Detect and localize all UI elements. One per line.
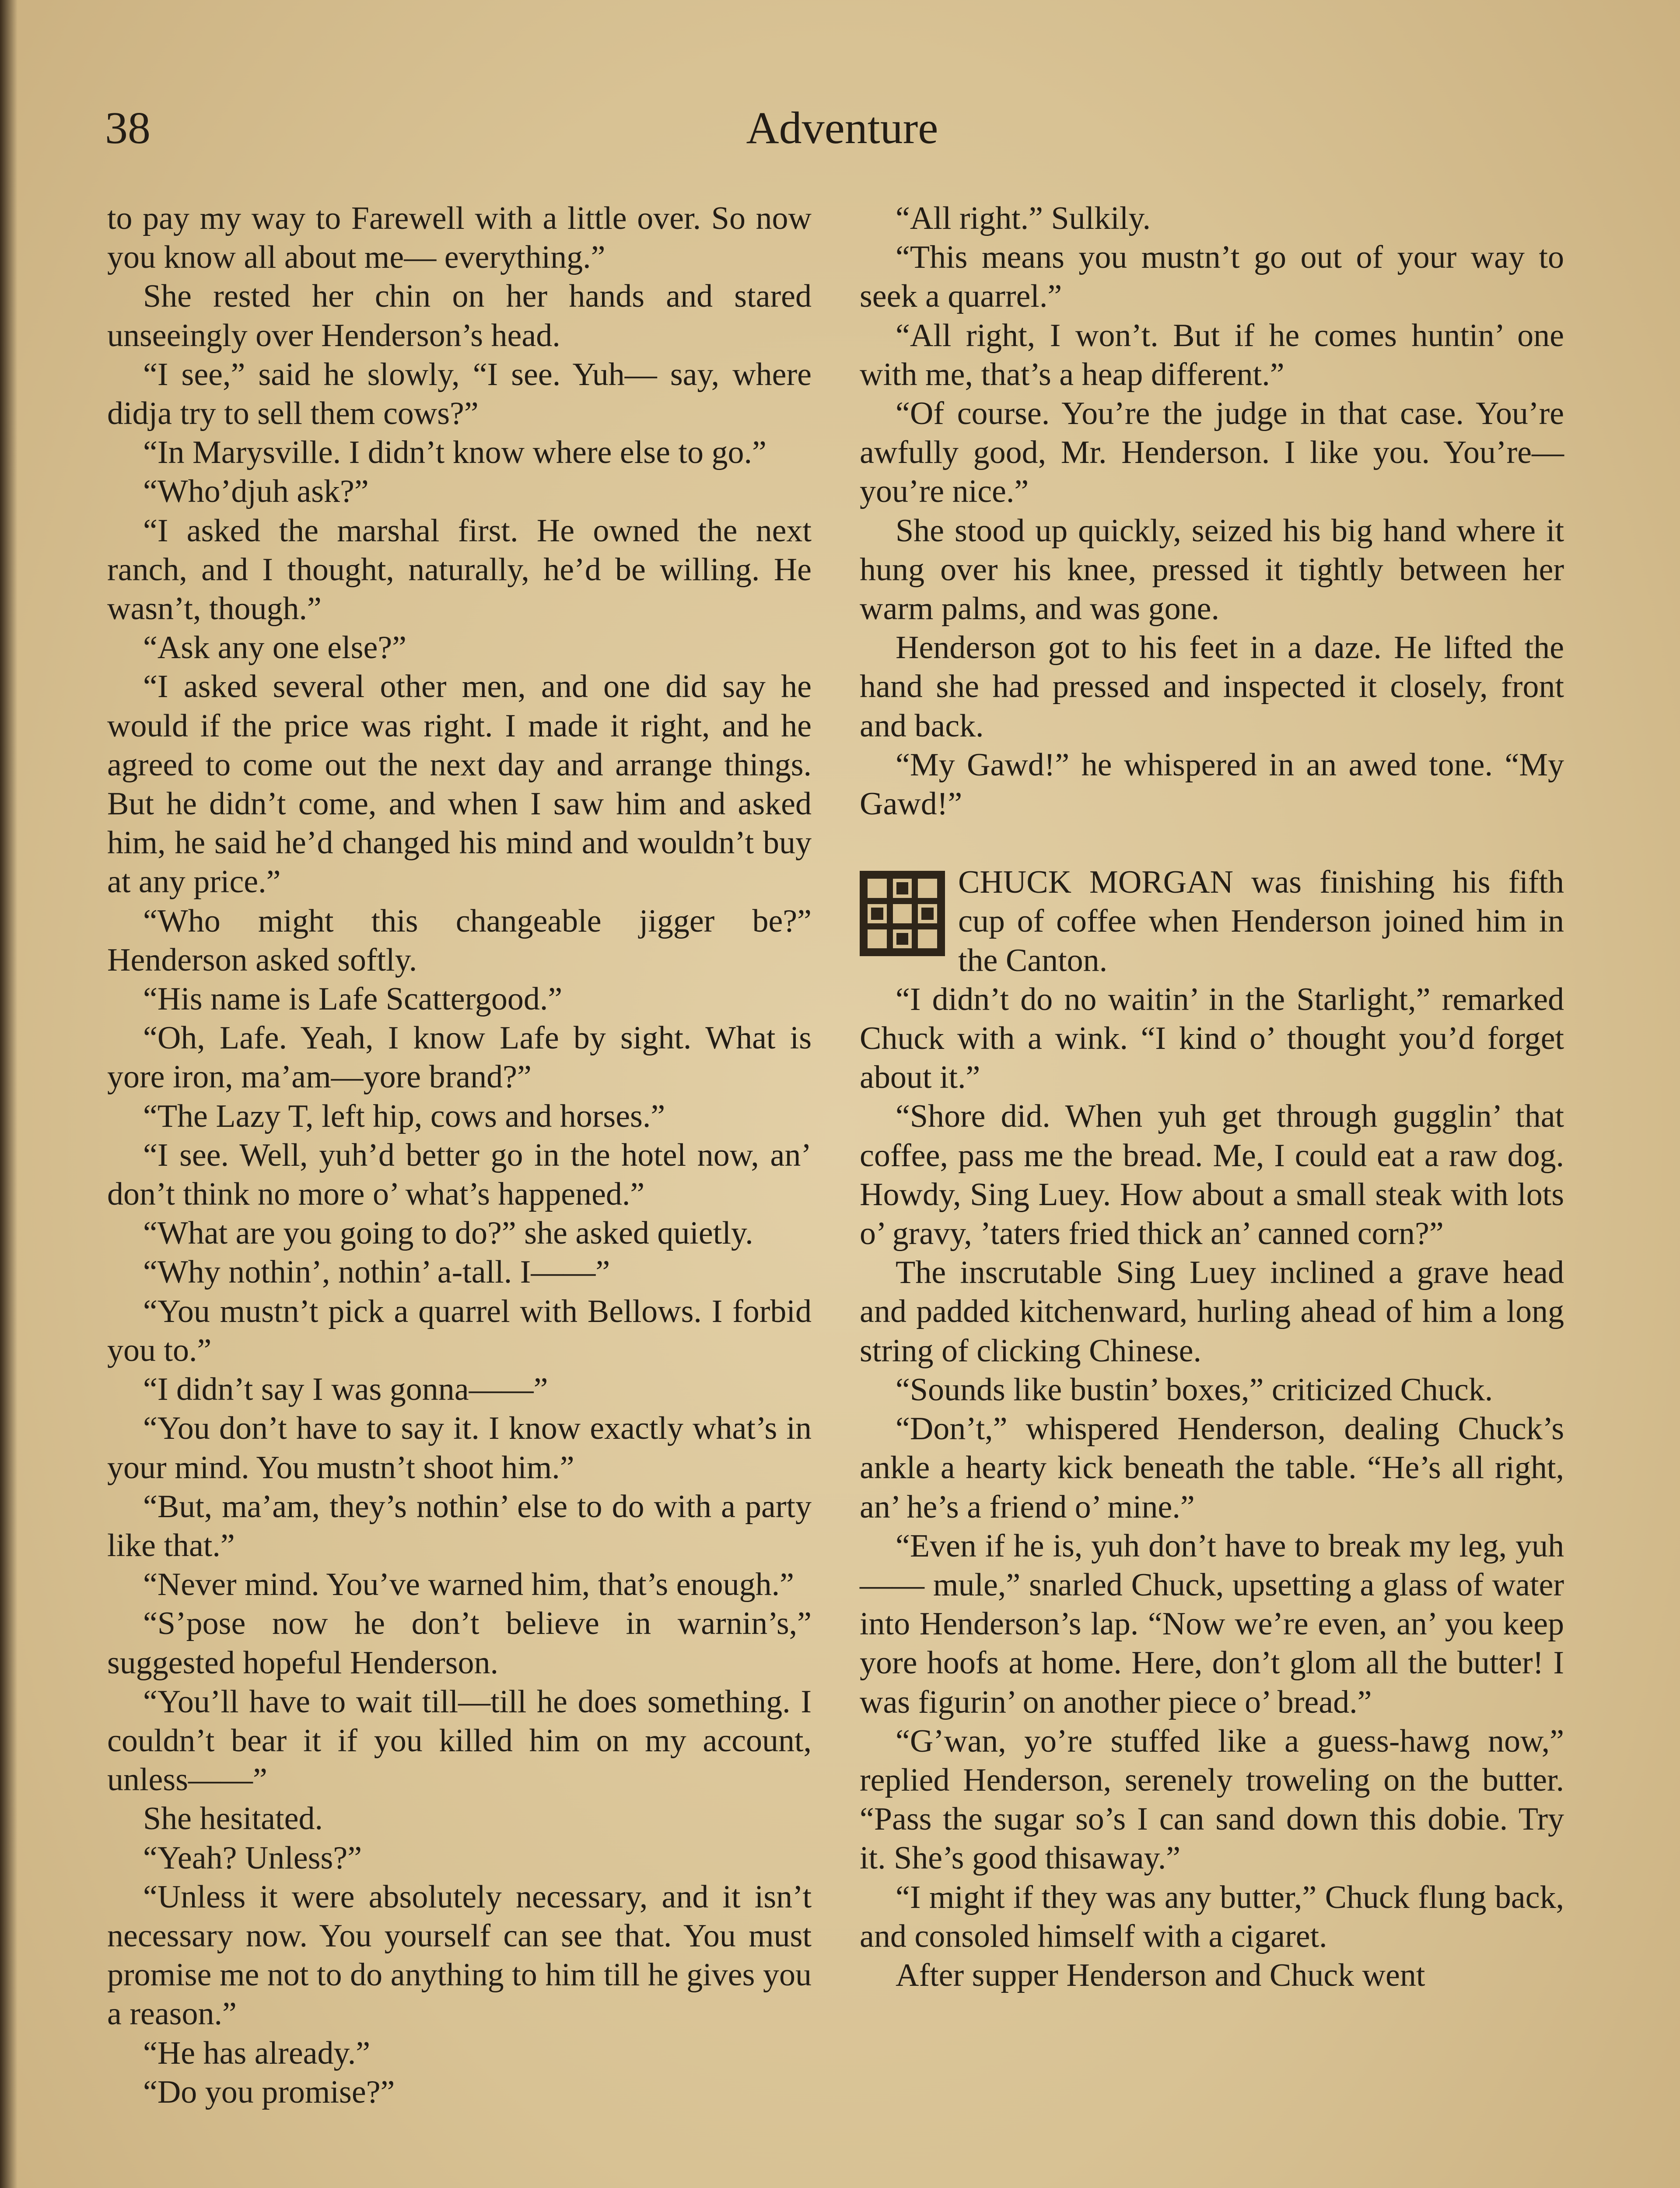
paragraph: “I asked the marshal first. He owned the next ranch, and I thought, naturally, he’d be willing. He wasn’t, though.” — [107, 512, 812, 627]
left-column — [107, 199, 812, 2112]
paragraph: “But, ma’am, they’s nothin’ else to do with a party like that.” — [107, 1488, 812, 1564]
right-column — [860, 199, 1564, 1995]
paragraph: “Yeah? Unless?” — [143, 1840, 362, 1876]
section-opening-text: CHUCK MORGAN was finishing his fifth cup of coffee when Henderson joined him in the Canton. — [958, 864, 1564, 978]
paragraph: “Ask any one else?” — [143, 630, 407, 666]
paragraph: “Unless it were absolutely necessary, and it isn’t necessary now. You yourself can see that. You must promise me not to do anything to him till he gives you a reason.” — [107, 1879, 812, 2032]
paragraph: “You don’t have to say it. I know exactly what’s in your mind. You mustn’t shoot him.” — [107, 1410, 812, 1486]
paragraph: “You’ll have to wait till—till he does something. I couldn’t bear it if you killed him on my account, unless——” — [107, 1683, 812, 1798]
paragraph: “Who’djuh ask?” — [143, 473, 369, 510]
paragraph: “Even if he is, yuh don’t have to break my leg, yuh —— mule,” snarled Chuck, upsetting a glass of water into Henderson’s lap. “Now we’re even, an’ you keep yore hoofs at home. Here, don’t glom all the butter! I was figurin’ on another piece o’ bread.” — [860, 1528, 1564, 1720]
paragraph: “In Marysville. I didn’t know where else to go.” — [143, 435, 766, 471]
paragraph: “All right, I won’t. But if he comes huntin’ one with me, that’s a heap different.” — [860, 317, 1564, 393]
paragraph: She stood up quickly, seized his big hand where it hung over his knee, pressed it tightly between her warm palms, and was gone. — [860, 512, 1564, 627]
paragraph: to pay my way to Farewell with a little over. So now you know all about me— everything.” — [107, 200, 812, 276]
paragraph: “S’pose now he don’t believe in warnin’s,” suggested hopeful Henderson. — [107, 1606, 812, 1681]
paragraph: “Never mind. You’ve warned him, that’s enough.” — [143, 1567, 794, 1603]
paragraph: “What are you going to do?” she asked quietly. — [143, 1215, 753, 1252]
paragraph: “Oh, Lafe. Yeah, I know Lafe by sight. What is yore iron, ma’am—yore brand?” — [107, 1020, 812, 1095]
paragraph: The inscrutable Sing Luey inclined a grave head and padded kitchenward, hurling ahead of him a long string of clicking Chinese. — [860, 1255, 1564, 1369]
paragraph: “He has already.” — [143, 2035, 371, 2071]
ornamental-initial-icon — [860, 871, 945, 956]
page-edge-shadow — [0, 0, 18, 2188]
paragraph: “Of course. You’re the judge in that case. You’re awfully good, Mr. Henderson. I like you. You’re—you’re nice.” — [860, 396, 1564, 510]
paragraph: “All right.” Sulkily. — [896, 200, 1151, 236]
paragraph: “I didn’t say I was gonna——” — [143, 1371, 548, 1408]
paragraph: “His name is Lafe Scattergood.” — [143, 981, 563, 1017]
paragraph: “The Lazy T, left hip, cows and horses.” — [143, 1098, 665, 1134]
paragraph: She rested her chin on her hands and stared unseeingly over Henderson’s head. — [107, 278, 812, 354]
paragraph: “I see. Well, yuh’d better go in the hotel now, an’ don’t think no more o’ what’s happened.” — [107, 1137, 812, 1213]
paragraph: “Who might this changeable jigger be?” Henderson asked softly. — [107, 903, 812, 978]
paragraph: “Shore did. When yuh get through gugglin’ that coffee, pass me the bread. Me, I could eat a raw dog. Howdy, Sing Luey. How about a small steak with lots o’ gravy, ’taters fried thick an’ canned corn?” — [860, 1098, 1564, 1252]
page-number: 38 — [105, 103, 150, 153]
paragraph: “You mustn’t pick a quarrel with Bellows. I forbid you to.” — [107, 1293, 812, 1368]
paragraph: “G’wan, yo’re stuffed like a guess-hawg now,” replied Henderson, serenely troweling on the butter. “Pass the sugar so’s I can sand down this dobie. Try it. She’s good thisaway.” — [860, 1723, 1564, 1876]
paragraph: “I didn’t do no waitin’ in the Starlight,” remarked Chuck with a wink. “I kind o’ thought you’d forget about it.” — [860, 981, 1564, 1096]
paragraph: “I might if they was any butter,” Chuck flung back, and consoled himself with a cigaret. — [860, 1879, 1564, 1954]
paragraph: “I asked several other men, and one did say he would if the price was right. I made it right, and he agreed to come out the next day and arrange things. But he didn’t come, and when I saw him and asked him, he said he’d changed his mind and wouldn’t buy at any price.” — [107, 669, 812, 900]
paragraph: She hesitated. — [143, 1801, 323, 1837]
paragraph: “I see,” said he slowly, “I see. Yuh— say, where didja try to sell them cows?” — [107, 356, 812, 432]
paragraph: “Why nothin’, nothin’ a-tall. I——” — [143, 1254, 610, 1290]
paragraph: “Do you promise?” — [143, 2074, 395, 2110]
page-header — [105, 100, 1579, 157]
paragraph: “Don’t,” whispered Henderson, dealing Chuck’s ankle a hearty kick beneath the table. “He’s all right, an’ he’s a friend o’ mine.” — [860, 1411, 1564, 1525]
paragraph: “My Gawd!” he whispered in an awed tone. “My Gawd!” — [860, 747, 1564, 822]
paragraph: “This means you mustn’t go out of your way to seek a quarrel.” — [860, 239, 1564, 315]
paragraph: Henderson got to his feet in a daze. He lifted the hand she had pressed and inspected it closely, front and back. — [860, 630, 1564, 744]
paragraph: “Sounds like bustin’ boxes,” criticized Chuck. — [896, 1371, 1493, 1408]
paragraph: After supper Henderson and Chuck went — [896, 1957, 1425, 1993]
running-head: Adventure — [746, 103, 938, 153]
section-opening-paragraph — [860, 863, 1564, 980]
